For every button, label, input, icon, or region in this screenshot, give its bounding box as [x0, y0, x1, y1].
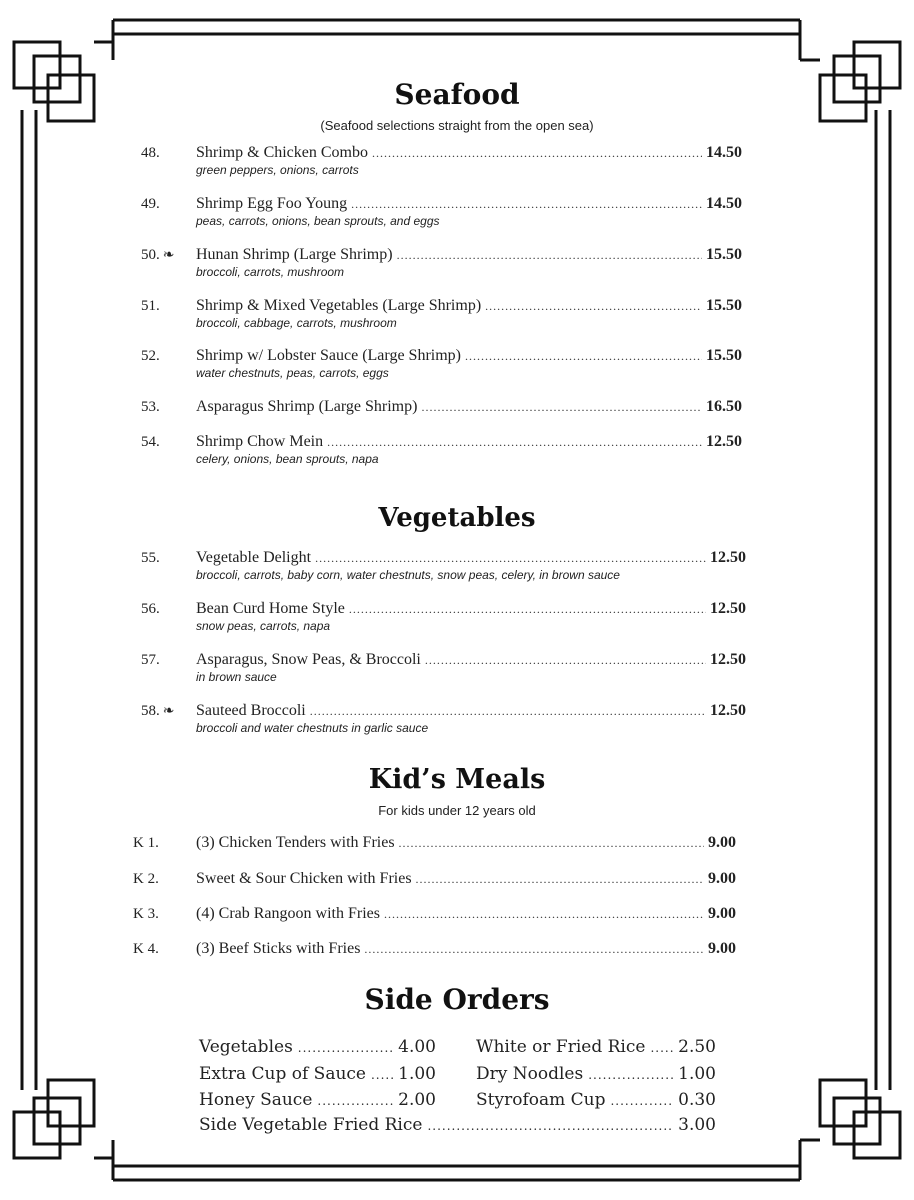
- item-number: [133, 835, 159, 852]
- item-name: Shrimp Egg Foo Young: [196, 195, 348, 212]
- side-order-price: 4.00: [398, 1037, 436, 1057]
- side-order-item[interactable]: [476, 1037, 716, 1057]
- item-name: Shrimp w/ Lobster Sauce (Large Shrimp): [196, 347, 461, 364]
- side-order-item[interactable]: [199, 1064, 436, 1084]
- seafood-subtitle: (Seafood selections straight from the open sea): [320, 118, 594, 133]
- item-number: [141, 434, 160, 451]
- dot-leader: [317, 1094, 393, 1108]
- item-description: snow peas, carrots, napa: [196, 619, 331, 633]
- item-price: 12.50: [710, 651, 746, 668]
- item-description: peas, carrots, onions, bean sprouts, and eggs: [196, 214, 440, 228]
- item-name: Sweet & Sour Chicken with Fries: [196, 870, 412, 887]
- item-number-text: K 2.: [133, 871, 159, 887]
- item-number-text: 56.: [141, 601, 160, 617]
- menu-item[interactable]: [196, 940, 736, 958]
- menu-item[interactable]: [196, 834, 736, 852]
- item-number: [141, 550, 160, 567]
- item-name: Shrimp Chow Mein: [196, 433, 324, 450]
- item-number: [141, 652, 160, 669]
- item-description: broccoli, carrots, baby corn, water chestnuts, snow peas, celery, in brown sauce: [196, 568, 620, 582]
- side-order-name: Vegetables: [199, 1037, 293, 1057]
- item-description: water chestnuts, peas, carrots, eggs: [196, 366, 389, 380]
- item-price: 9.00: [708, 870, 736, 887]
- side-order-name: White or Fried Rice: [476, 1037, 646, 1057]
- side-order-item[interactable]: [199, 1090, 436, 1110]
- item-price: 14.50: [706, 144, 742, 161]
- side-order-price: 3.00: [678, 1115, 716, 1135]
- kids-meals-heading: Kid’s Meals: [368, 764, 546, 795]
- side-order-name: Side Vegetable Fried Rice: [199, 1115, 423, 1135]
- menu-item[interactable]: [196, 870, 736, 888]
- side-order-name: Extra Cup of Sauce: [199, 1064, 366, 1084]
- dot-leader: [610, 1094, 673, 1108]
- item-price: 16.50: [706, 398, 742, 415]
- item-price: 15.50: [706, 246, 742, 263]
- menu-item[interactable]: [196, 297, 742, 315]
- item-number-text: 55.: [141, 550, 160, 566]
- seafood-heading: Seafood: [394, 78, 520, 111]
- corner-knot-bottom-left: [14, 1080, 113, 1180]
- side-order-item[interactable]: [476, 1064, 716, 1084]
- item-number-text: 58.: [141, 703, 160, 719]
- dot-leader: [371, 1068, 393, 1082]
- item-number: [133, 906, 159, 923]
- item-name: Hunan Shrimp (Large Shrimp): [196, 246, 393, 263]
- item-number-text: 52.: [141, 348, 160, 364]
- item-description: broccoli, cabbage, carrots, mushroom: [196, 316, 397, 330]
- item-number: [141, 601, 160, 618]
- item-number-text: K 4.: [133, 941, 159, 957]
- item-number: [141, 298, 160, 315]
- side-order-item[interactable]: [199, 1115, 716, 1135]
- side-order-price: 0.30: [678, 1090, 716, 1110]
- spicy-pepper-icon: ❧: [162, 248, 175, 263]
- item-number-text: K 3.: [133, 906, 159, 922]
- side-order-item[interactable]: [199, 1037, 436, 1057]
- item-number: [133, 871, 159, 888]
- menu-item[interactable]: [196, 549, 746, 567]
- item-name: Shrimp & Mixed Vegetables (Large Shrimp): [196, 297, 482, 314]
- item-price: 12.50: [706, 433, 742, 450]
- item-price: 14.50: [706, 195, 742, 212]
- item-name: (3) Chicken Tenders with Fries: [196, 834, 395, 851]
- dot-leader: [465, 349, 702, 364]
- item-description: broccoli, carrots, mushroom: [196, 265, 345, 279]
- item-description: green peppers, onions, carrots: [196, 163, 359, 177]
- dot-leader: [364, 942, 704, 957]
- vegetables-heading: Vegetables: [378, 503, 536, 533]
- item-number: [133, 941, 159, 958]
- side-order-name: Styrofoam Cup: [476, 1090, 606, 1110]
- item-price: 12.50: [710, 600, 746, 617]
- item-price: 9.00: [708, 905, 736, 922]
- side-order-name: Dry Noodles: [476, 1064, 584, 1084]
- menu-item[interactable]: [196, 246, 742, 264]
- dot-leader: [397, 248, 702, 263]
- dot-leader: [588, 1068, 673, 1082]
- item-number: [141, 703, 174, 720]
- item-name: Shrimp & Chicken Combo: [196, 144, 368, 161]
- menu-item[interactable]: [196, 600, 746, 618]
- item-price: 12.50: [710, 549, 746, 566]
- item-name: (3) Beef Sticks with Fries: [196, 940, 361, 957]
- item-number-text: 54.: [141, 434, 160, 450]
- item-price: 15.50: [706, 297, 742, 314]
- dot-leader: [310, 704, 706, 719]
- spicy-pepper-icon: ❧: [162, 704, 175, 719]
- menu-item[interactable]: [196, 144, 742, 162]
- dot-leader: [315, 551, 706, 566]
- dot-leader: [421, 400, 702, 415]
- dot-leader: [349, 602, 706, 617]
- item-name: Sauteed Broccoli: [196, 702, 306, 719]
- corner-knot-bottom-right: [800, 1080, 900, 1180]
- item-number: [141, 348, 160, 365]
- item-number: [141, 196, 160, 213]
- menu-item[interactable]: [196, 347, 742, 365]
- dot-leader: [399, 836, 704, 851]
- item-number-text: 48.: [141, 145, 160, 161]
- item-price: 9.00: [708, 940, 736, 957]
- item-name: Asparagus Shrimp (Large Shrimp): [196, 398, 418, 415]
- item-number-text: 49.: [141, 196, 160, 212]
- side-order-price: 2.50: [678, 1037, 716, 1057]
- menu-item[interactable]: [196, 398, 742, 416]
- menu-item[interactable]: [196, 433, 742, 451]
- dot-leader: [384, 907, 704, 922]
- item-name: (4) Crab Rangoon with Fries: [196, 905, 380, 922]
- side-order-price: 1.00: [678, 1064, 716, 1084]
- item-number: [141, 399, 160, 416]
- dot-leader: [416, 872, 704, 887]
- item-number: [141, 247, 174, 264]
- item-name: Asparagus, Snow Peas, & Broccoli: [196, 651, 421, 668]
- menu-item[interactable]: [196, 651, 746, 669]
- item-description: broccoli and water chestnuts in garlic sauce: [196, 721, 429, 735]
- item-number: [141, 145, 160, 162]
- item-number-text: 57.: [141, 652, 160, 668]
- item-number-text: 51.: [141, 298, 160, 314]
- dot-leader: [372, 146, 702, 161]
- item-name: Vegetable Delight: [196, 549, 312, 566]
- item-price: 12.50: [710, 702, 746, 719]
- dot-leader: [485, 299, 702, 314]
- item-price: 15.50: [706, 347, 742, 364]
- dot-leader: [425, 653, 706, 668]
- item-name: Bean Curd Home Style: [196, 600, 345, 617]
- item-number-text: K 1.: [133, 835, 159, 851]
- item-description: in brown sauce: [196, 670, 277, 684]
- side-order-price: 1.00: [398, 1064, 436, 1084]
- item-number-text: 53.: [141, 399, 160, 415]
- dot-leader: [298, 1041, 393, 1055]
- item-number-text: 50.: [141, 247, 160, 263]
- menu-item[interactable]: [196, 195, 742, 213]
- dot-leader: [427, 1119, 673, 1133]
- kids-meals-subtitle: For kids under 12 years old: [378, 803, 536, 818]
- menu-item[interactable]: [196, 905, 736, 923]
- item-description: celery, onions, bean sprouts, napa: [196, 452, 379, 466]
- dot-leader: [650, 1041, 673, 1055]
- item-price: 9.00: [708, 834, 736, 851]
- dot-leader: [327, 435, 702, 450]
- dot-leader: [351, 197, 702, 212]
- side-order-name: Honey Sauce: [199, 1090, 313, 1110]
- side-order-price: 2.00: [398, 1090, 436, 1110]
- side-order-item[interactable]: [476, 1090, 716, 1110]
- menu-item[interactable]: [196, 702, 746, 720]
- side-orders-heading: Side Orders: [364, 983, 550, 1016]
